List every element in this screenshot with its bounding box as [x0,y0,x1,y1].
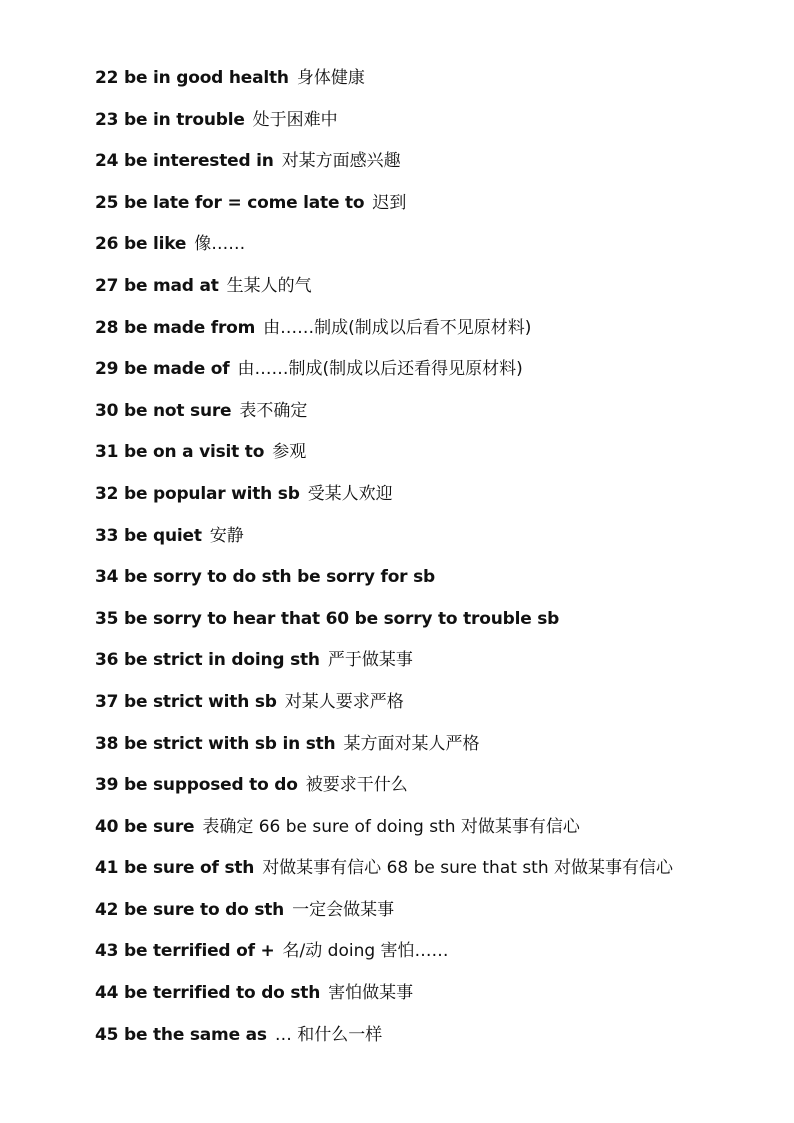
phrase-english: 29 be made of [95,359,230,380]
phrase-line-34 [95,562,755,604]
phrase-line-42 [95,895,755,937]
phrase-line-30 [95,396,755,438]
phrase-chinese: 身体健康 [296,68,365,88]
phrase-line-22 [95,63,755,105]
phrase-line-29 [95,354,755,396]
phrase-chinese: 对某人要求严格 [284,691,404,712]
phrase-line-38 [95,729,755,771]
phrase-chinese: 表确定 66 be sure of doing sth 对做某事有信心 [202,816,580,837]
phrase-chinese: 害怕做某事 [328,983,414,1004]
phrase-english: 23 be in trouble [95,109,245,130]
phrase-english: 35 be sorry to hear that 60 be sorry to trouble sb [95,608,560,629]
phrase-line-32 [95,479,755,521]
phrase-english: 27 be mad at [95,275,219,296]
phrase-line-44 [95,978,755,1020]
phrase-line-23 [95,105,755,147]
phrase-line-41 [95,853,755,895]
phrase-chinese: 严于做某事 [327,650,413,671]
phrase-chinese: 处于困难中 [252,109,338,130]
phrase-line-43 [95,936,755,978]
phrase-chinese: 被要求干什么 [305,775,408,796]
phrase-chinese: 迟到 [372,192,407,213]
phrase-english: 22 be in good health [95,68,289,88]
phrase-english: 33 be quiet [95,525,202,546]
phrase-chinese: 由……制成(制成以后看不见原材料) [263,317,532,338]
document-page [95,63,755,1061]
phrase-chinese: 像…… [194,234,246,255]
phrase-english: 41 be sure of sth [95,858,255,879]
phrase-chinese: 对某方面感兴趣 [281,151,401,172]
phrase-english: 38 be strict with sb in sth [95,733,336,754]
phrase-english: 32 be popular with sb [95,483,300,504]
phrase-english: 25 be late for = come late to [95,192,365,213]
phrase-chinese: 某方面对某人严格 [343,733,480,754]
phrase-line-28 [95,313,755,355]
phrase-chinese: 受某人欢迎 [307,483,393,504]
phrase-line-24 [95,146,755,188]
phrase-chinese: 表不确定 [239,400,308,421]
phrase-chinese: 安静 [209,525,244,546]
phrase-line-25 [95,188,755,230]
phrase-chinese: … 和什么一样 [274,1024,383,1045]
phrase-chinese: 名/动 doing 害怕…… [282,941,449,962]
phrase-line-37 [95,687,755,729]
phrase-english: 40 be sure [95,816,195,837]
phrase-english: 44 be terrified to do sth [95,983,321,1004]
phrase-english: 36 be strict in doing sth [95,650,320,671]
phrase-english: 43 be terrified of + [95,941,275,962]
phrase-english: 37 be strict with sb [95,691,277,712]
phrase-english: 39 be supposed to do [95,775,298,796]
phrase-line-33 [95,521,755,563]
phrase-chinese: 对做某事有信心 68 be sure that sth 对做某事有信心 [262,858,674,879]
phrase-english: 30 be not sure [95,400,232,421]
phrase-english: 45 be the same as [95,1024,267,1045]
phrase-english: 24 be interested in [95,151,274,172]
phrase-english: 28 be made from [95,317,256,338]
phrase-chinese: 由……制成(制成以后还看得见原材料) [237,359,523,380]
phrase-line-40 [95,812,755,854]
phrase-english: 42 be sure to do sth [95,899,285,920]
phrase-line-45 [95,1020,755,1062]
phrase-english: 26 be like [95,234,187,255]
phrase-line-39 [95,770,755,812]
phrase-line-31 [95,437,755,479]
phrase-line-27 [95,271,755,313]
phrase-line-36 [95,645,755,687]
phrase-chinese: 生某人的气 [226,275,312,296]
phrase-english: 31 be on a visit to [95,442,265,463]
phrase-line-35 [95,604,755,646]
phrase-chinese: 参观 [272,442,307,463]
phrase-chinese: 一定会做某事 [292,899,395,920]
phrase-line-26 [95,229,755,271]
phrase-english: 34 be sorry to do sth be sorry for sb [95,567,435,588]
